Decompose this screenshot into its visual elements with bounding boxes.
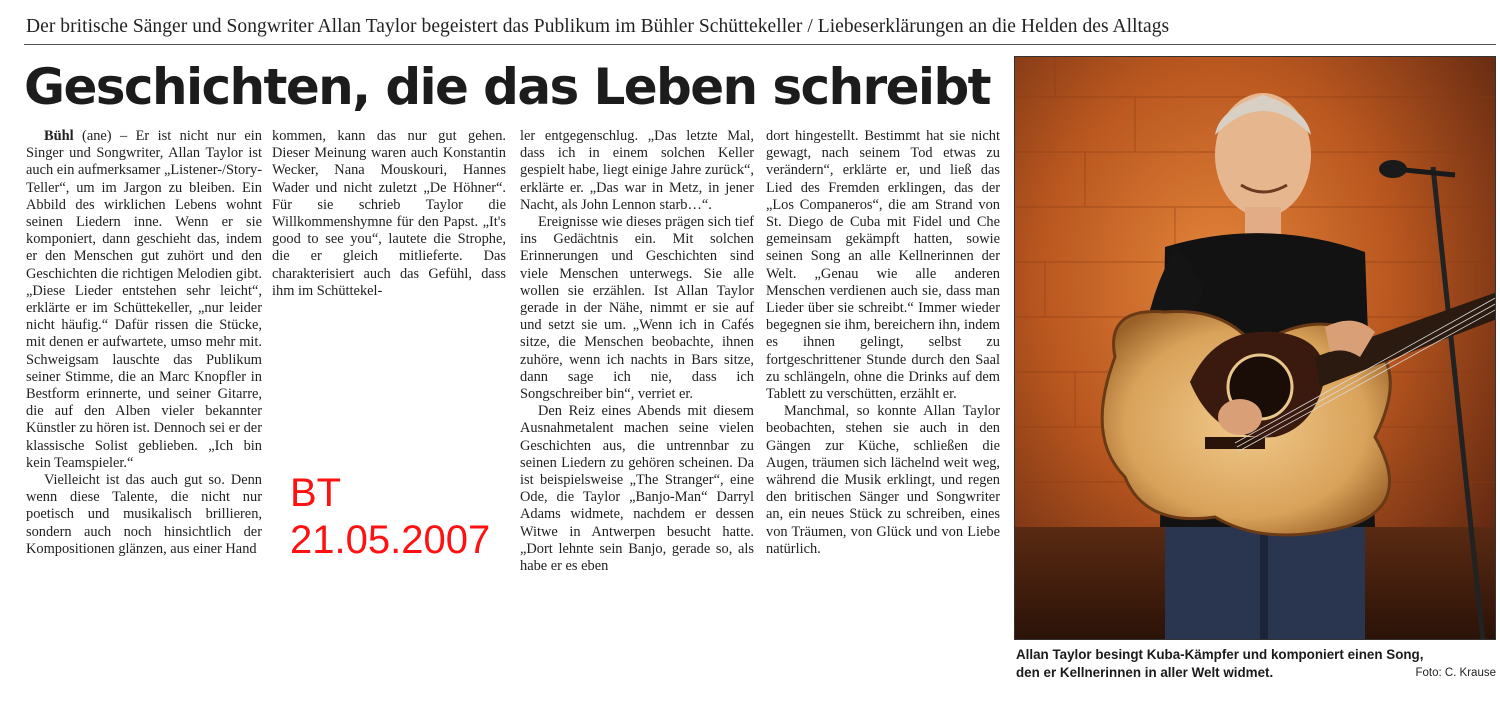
concert-photo: [1014, 56, 1496, 640]
col4-paragraph-1: dort hingestellt. Bestimmt hat sie nicht gewagt, nach seinem Tod etwas zu verändern“, erklärte er, und ließ das Lied des Fremden erklingen, das der „Los Companeros“, die am Strand von St. Diego de Cuba mit Fidel und Che gemeinsam gekämpft hatten, sowie seinen Song an alle Kellnerinnen der Welt. „Genau wie alle anderen Menschen verdienen auch sie, dass man Lieder über sie schreibt.“ Immer wieder begegnen sie ihm, bereichern ihn, indem es ihnen gelingt, selbst zu fortgeschrittener Stunde durch den Saal zu schlängeln, ohne die Drinks auf dem Tablett zu verschütten, erzählt er.: [766, 128, 1000, 403]
article-column-2: [272, 128, 506, 300]
kicker-line: Der britische Sänger und Songwriter Allan Taylor begeistert das Publikum im Bühler Schüttekeller / Liebeserklärungen an die Helden des Alltags: [26, 16, 1170, 37]
photo-credit: Foto: C. Krause: [1415, 667, 1496, 679]
article-column-1: [26, 128, 262, 558]
caption-line-1: Allan Taylor besingt Kuba-Kämpfer und komponiert einen Song,: [1016, 647, 1424, 662]
col4-paragraph-2: Manchmal, so konnte Allan Taylor beobachten, stehen sie auch in den Gängen zur Küche, schließen die Augen, träumen sich lächelnd weit weg, während die Musik erklingt, und regen den britischen Sänger und Songwriter an, ein neues Stück zu schreiben, eines von Träumen, von Glück und von Liebe natürlich.: [766, 403, 1000, 557]
col2-paragraph-1: kommen, kann das nur gut gehen. Dieser Meinung waren auch Konstantin Wecker, Nana Mouskouri, Hannes Wader und nicht zuletzt „De Höhner“. Für sie schrieb Taylor die Willkommenshymne für den Papst. „It's good to see you“, lautete die Strophe, die er gleich mitlieferte. Das charakterisiert auch das Gefühl, dass ihm im Schüttekel-: [272, 128, 506, 299]
header-rule: [24, 44, 1496, 45]
headline: Geschichten, die das Leben schreibt: [24, 58, 990, 116]
stamp-line-1: BT: [290, 471, 342, 515]
article-column-4: [766, 128, 1000, 558]
dateline: Bühl: [44, 128, 74, 144]
article-column-3: [520, 128, 754, 575]
col1-paragraph-1: (ane) – Er ist nicht nur ein Singer und Songwriter, Allan Taylor ist auch ein aufmerksamer „Listener-/Story-Teller“, um im Jargon zu bleiben. Ein Abbild des wirklichen Lebens wohnt seinen Liedern inne. Wenn er sie komponiert, dann geschieht das, indem er den Menschen gut zuhört und den Geschichten die richtigen Melodien gibt. „Diese Lieder entstehen sehr leicht“, erklärte er im Schüttekeller, „nur leider nicht häufig.“ Dafür rissen die Stücke, mit denen er aufwartete, umso mehr mit. Schweigsam lauschte das Publikum seiner Stimme, die an Marc Knopfler in Bestform erinnerte, und seiner Gitarre, die auf den Alben vieler bekannter Künstler zu hören ist. Dennoch sei er der klassische Solist geblieben. „Ich bin kein Teamspieler.“: [26, 128, 262, 471]
caption-line-2: den er Kellnerinnen in aller Welt widmet.: [1016, 665, 1274, 681]
col3-paragraph-1: ler entgegenschlug. „Das letzte Mal, dass ich in einem solchen Keller gespielt habe, liegt einige Jahre zurück“, erklärte er. „Das war in Metz, in jener Nacht, als John Lennon starb…“.: [520, 128, 754, 213]
col1-paragraph-2: Vielleicht ist das auch gut so. Denn wenn diese Talente, die nicht nur poetisch und musikalisch brillieren, sondern auch noch hinsichtlich der Kompositionen glänzen, aus einer Hand: [26, 472, 262, 557]
stamp-line-2: 21.05.2007: [290, 518, 491, 562]
date-stamp: [290, 470, 490, 564]
col3-paragraph-3: Den Reiz eines Abends mit diesem Ausnahmetalent machen seine vielen Geschichten aus, die untrennbar zu seinen Liedern zu gehören scheinen. Da ist beispielsweise „The Stranger“, eine Ode, die Taylor „Banjo-Man“ Darryl Adams widmete, nachdem er dessen Witwe in Antwerpen besucht hatte. „Dort lehnte sein Banjo, gerade so, als habe er es eben: [520, 403, 754, 575]
col3-paragraph-2: Ereignisse wie dieses prägen sich tief ins Gedächtnis ein. Mit solchen Erinnerungen und Geschichten sind viele Menschen unterwegs. Sie alle wollen sie erzählen. Ist Allan Taylor gerade in der Nähe, nimmt er sie auf und setzt sie um. „Wenn ich in Cafés sitze, die Menschen beobachte, ihnen zuhöre, wenn ich nachts in Bars sitze, dann sage ich nie, dass ich Songschreiber bin“, verriet er.: [520, 214, 754, 403]
